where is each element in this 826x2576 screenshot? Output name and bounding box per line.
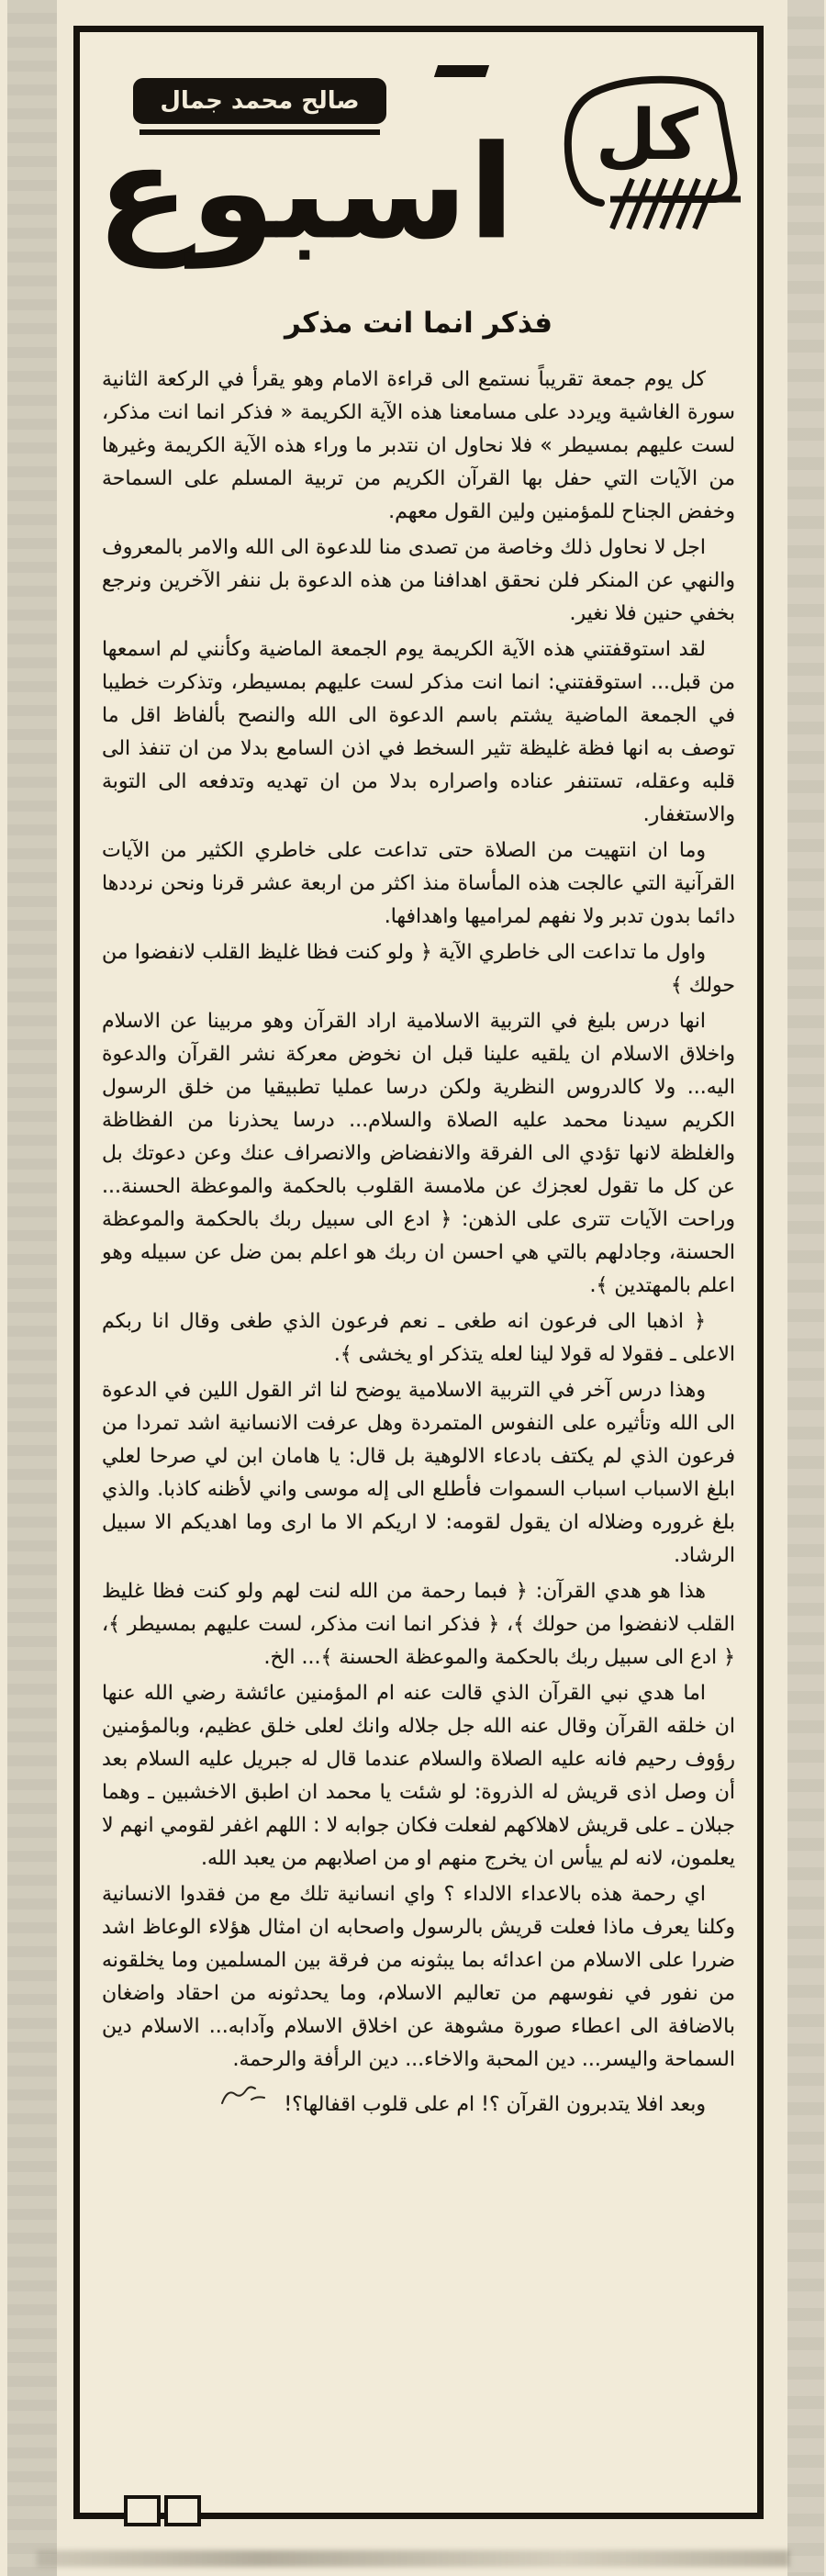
- article-title: فذكر انما انت مذكر: [284, 307, 553, 340]
- article-body: [80, 354, 757, 2466]
- article-paragraph: اي رحمة هذه بالاعداء الالداء ؟ واي انسانية تلك مع من فقدوا الانسانية وكلنا يعرف ماذا فعلت قريش بالرسول واصحابه ان امثال هؤلاء الوعاظ اشد ضررا على الاسلام من اعدائه بما يبثونه من فرقة بين المسلمين وما يخلقونه من نفور في نفوسهم من تعاليم الاسلام، وما يحدثونه من احقاد واضغان بالاضافة الى اعطاء صورة مشوهة عن اخلاق الاسلام وآدابه... الاسلام دين السماحة واليسر... دين المحبة والاخاء... دين الرأفة والرحمة.: [102, 1883, 735, 2071]
- print-registration-mark: [124, 2495, 161, 2526]
- article-paragraph: لقد استوقفتني هذه الآية الكريمة يوم الجمعة الماضية وكأنني لم اسمعها من قبل... استوقفتني: انما انت مذكر لست عليهم بمسيطر، وتذكرت خطيبا في الجمعة الماضية يشتم باسم الدعوة الى الله والنصح بألفاظ اقل ما توصف به انها فظة غليظة تثير السخط في اذن السامع بدلا من ان تنفذ الى قلبه وعقله، تستنفر عناده واصراره بدلا من ان تهديه وتدفعه الى التوبة والاستغفار.: [102, 638, 735, 826]
- article-paragraph: اما هدي نبي القرآن الذي قالت عنه ام المؤمنين عائشة رضي الله عنها ان خلقه القرآن وقال عنه الله جل جلاله وانك لعلى خلق عظيم، وبالمؤمنين رؤوف رحيم فانه عليه الصلاة والسلام عندما قال له جبريل عليه السلام بعد أن وصل اذى قريش له الذروة: لو شئت يا محمد ان اطبق الاخشبين ـ وهما جبلان ـ على قريش لاهلاكهم لفعلت فكان جوابه لا : اللهم اغفر لقومي انهم لا يعلمون، لانه لم ييأس ان يخرج منهم او من اصلابهم من يعبد الله.: [102, 1682, 735, 1870]
- article-paragraph: ﴿ اذهبا الى فرعون انه طغى ـ نعم فرعون الذي طغى وقال انا ربكم الاعلى ـ فقولا له قولا لينا لعله يتذكر او يخشى ﴾.: [102, 1310, 735, 1366]
- author-signature-mark: [218, 2079, 268, 2111]
- article-paragraph: انها درس بليغ في التربية الاسلامية اراد القرآن وهو مربينا عن الاسلام واخلاق الاسلام ان يلقيه علينا قبل ان نخوض معركة نشر القرآن والدعوة اليه... ولا كالدروس النظرية ولكن درسا عمليا تطبيقيا من خلق الرسول الكريم سيدنا محمد عليه الصلاة والسلام... درسا يحذرنا من الفظاظة والغلظة لانها تؤدي الى الفرقة والانفضاض والانصراف عنك وعن دعوتك بل عن كل ما تقول لعجزك عن ملامسة القلوب بالحكمة والموعظة الحسنة... وراحت الآيات تترى على الذهن: ﴿ ادع الى سبيل ربك بالحكمة والموعظة الحسنة، وجادلهم بالتي هي احسن ان ربك هو اعلم بمن ضل عن سبيله وهو اعلم بالمهتدين ﴾.: [102, 1010, 735, 1297]
- article-paragraph: اجل لا نحاول ذلك وخاصة من تصدى منا للدعوة الى الله والامر بالمعروف والنهي عن المنكر فلن نحقق اهدافنا من هذه الدعوة بل ننفر الآخرين ونرجع بخفي حنين فلا نغير.: [102, 536, 735, 625]
- scan-edge-left: [7, 0, 57, 2576]
- article-paragraph: كل يوم جمعة تقريباً نستمع الى قراءة الامام وهو يقرأ في الركعة الثانية سورة الغاشية ويردد على مسامعنا هذه الآية الكريمة « فذكر انما انت مذكر، لست عليهم بمسيطر » فلا نحاول ان نتدبر ما وراء هذه الآية الكريمة وغيرها من الآيات التي حفل بها القرآن الكريم من تربية المسلم على السماحة وخفض الجناح للمؤمنين ولين القول معهم.: [102, 368, 735, 523]
- kul-emblem-icon: [552, 71, 755, 245]
- article-column-frame: [73, 26, 764, 2519]
- print-registration-mark: [164, 2495, 201, 2526]
- emblem-word: كل: [595, 94, 699, 175]
- author-name-plate: صالح محمد جمال: [135, 80, 385, 122]
- scan-edge-right: [787, 0, 824, 2576]
- article-paragraph: وما ان انتهيت من الصلاة حتى تداعت على خاطري الكثير من الآيات القرآنية التي عالجت هذه المأساة منذ اكثر من اربعة عشر قرنا ونحن نرددها دائما بدون تدبر ولا نفهم لمراميها واهدافها.: [102, 839, 735, 928]
- scan-smudge: [37, 2550, 789, 2567]
- logo-dash-mark: [434, 65, 489, 77]
- masthead-logo-word: اسبوع: [95, 118, 516, 269]
- article-paragraph: واول ما تداعت الى خاطري الآية ﴿ ولو كنت فظا غليظ القلب لانفضوا من حولك ﴾: [102, 941, 735, 997]
- closing-line: [102, 2079, 735, 2122]
- masthead: [80, 32, 757, 303]
- closing-text: وبعد افلا يتدبرون القرآن ؟! ام على قلوب اقفالها؟!: [284, 2093, 706, 2116]
- article-paragraph: وهذا درس آخر في التربية الاسلامية يوضح لنا اثر القول اللين في الدعوة الى الله وتأثيره على النفوس المتمردة وهل عرفت الانسانية اشد تمردا من فرعون الذي لم يكتف بادعاء الالوهية بل قال: يا هامان ابن لي صرحا لعلي ابلغ الاسباب اسباب السموات فأطلع الى إله موسى واني لأظنه كاذبا. والذي بلغ غروره وضلاله ان يقول لقومه: لا اريكم الا ما ارى وما اهديكم الا سبيل الرشاد.: [102, 1379, 735, 1567]
- article-paragraph: هذا هو هدي القرآن: ﴿ فبما رحمة من الله لنت لهم ولو كنت فظا غليظ القلب لانفضوا من حولك ﴾، ﴿ فذكر انما انت مذكر، لست عليهم بمسيطر ﴾، ﴿ ادع الى سبيل ربك بالحكمة والموعظة الحسنة ﴾... الخ.: [102, 1580, 735, 1669]
